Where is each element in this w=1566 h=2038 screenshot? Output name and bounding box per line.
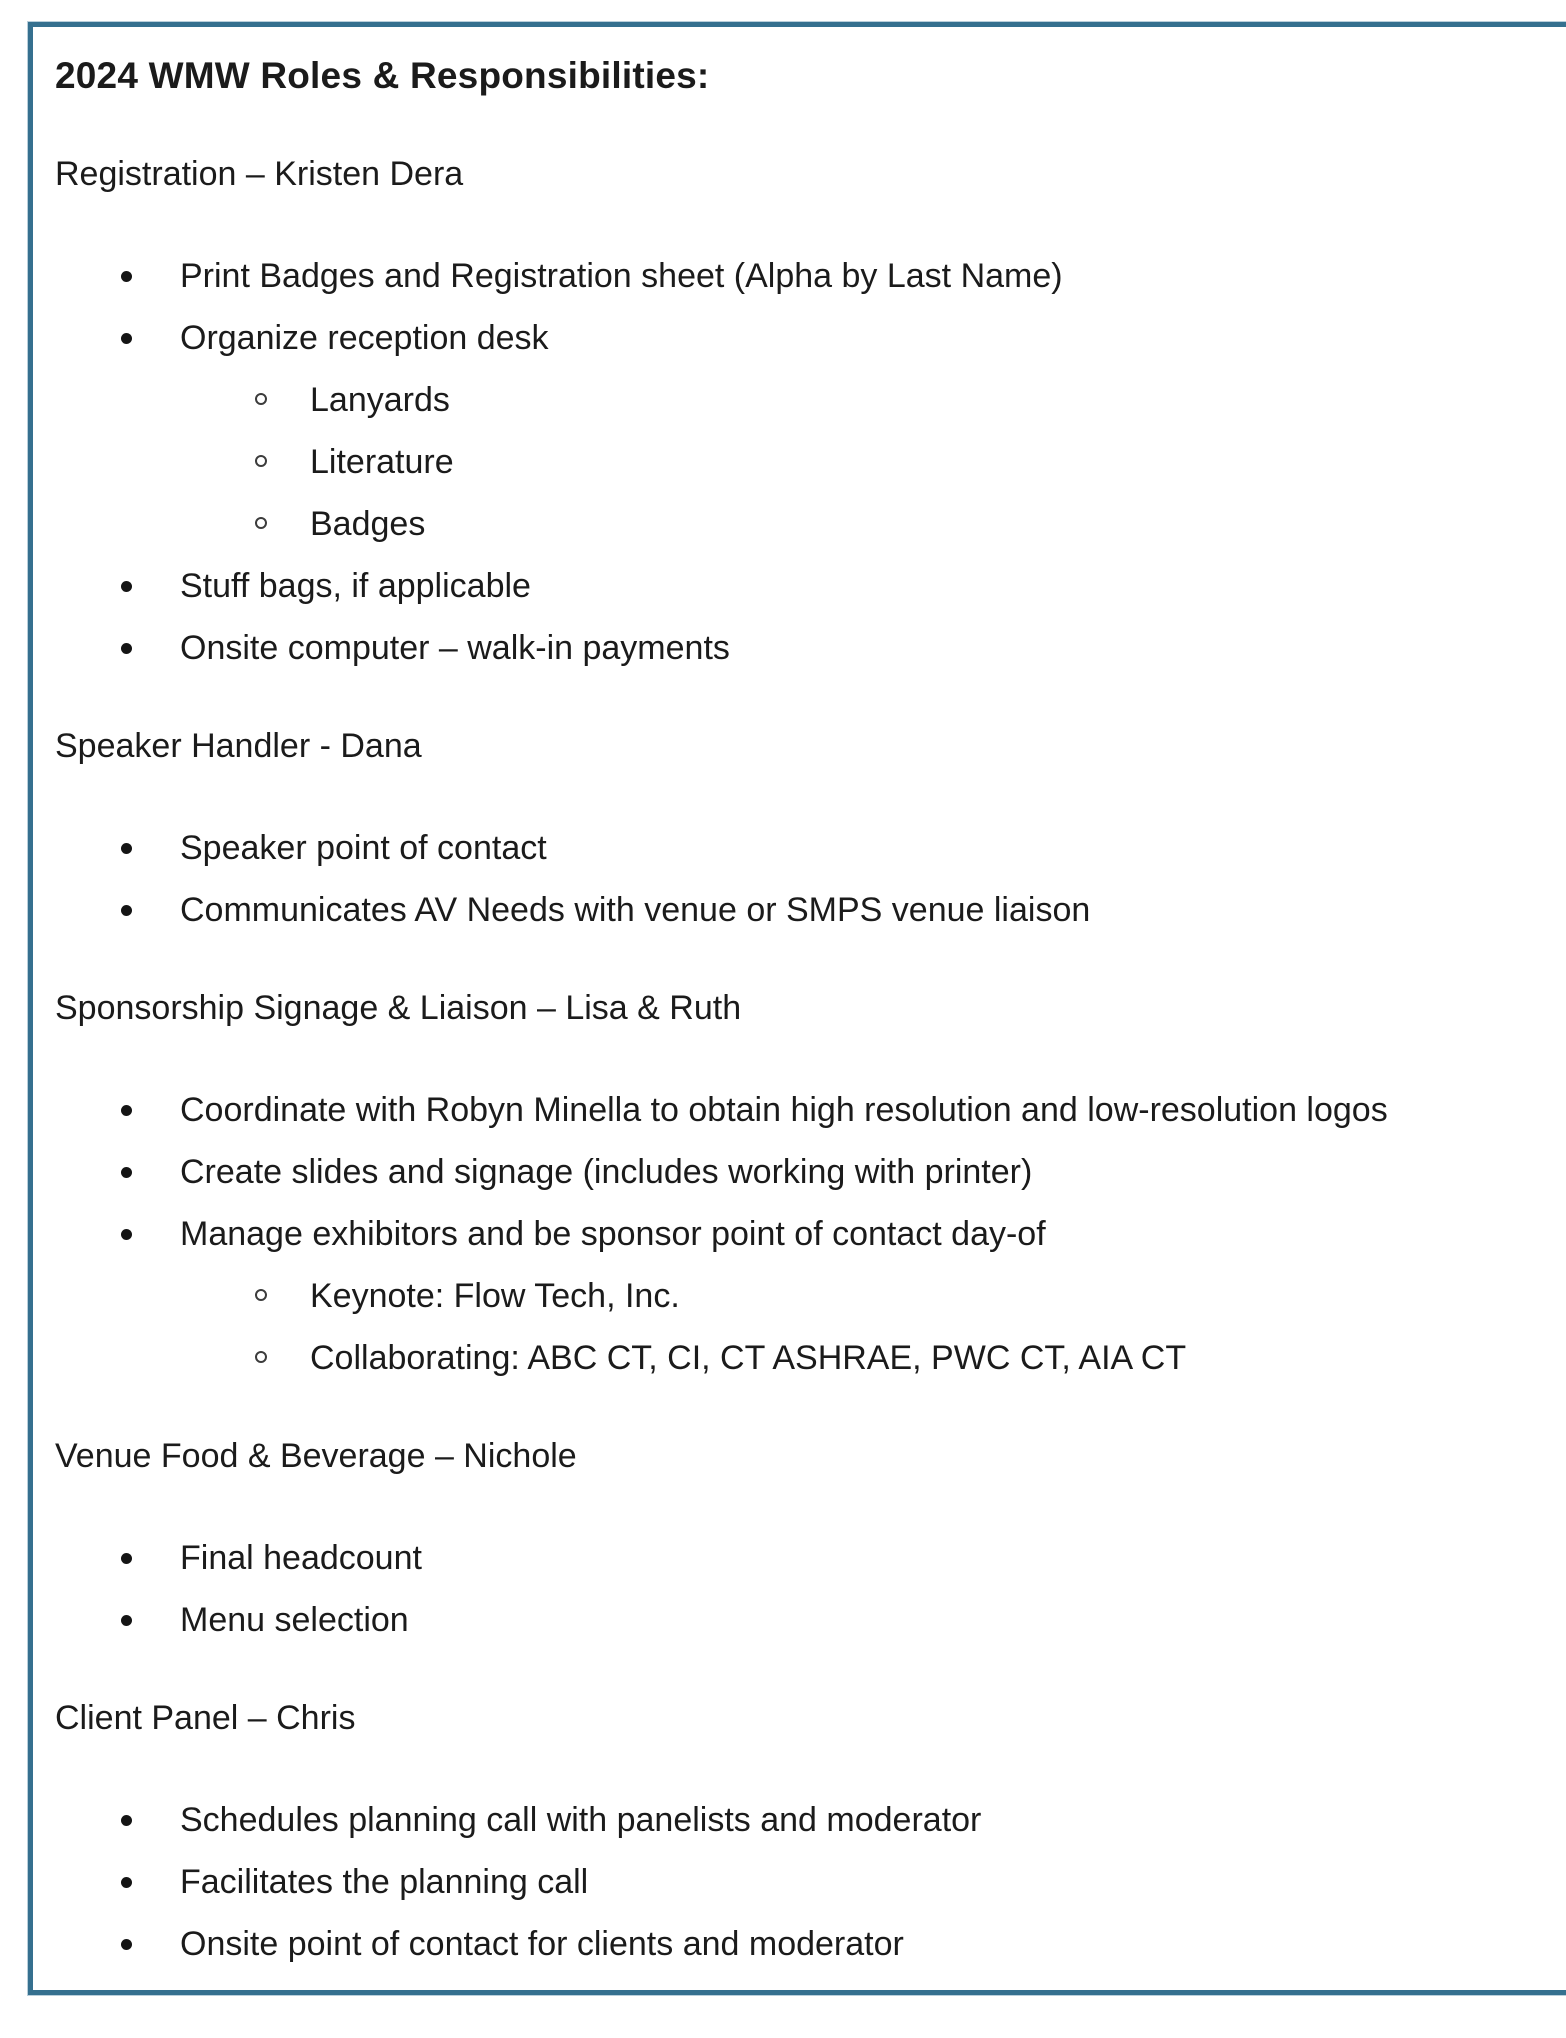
list-item	[55, 493, 1550, 555]
list-item	[55, 307, 1550, 369]
list-item	[55, 369, 1550, 431]
list-item-text: Literature	[310, 443, 454, 481]
section-list	[55, 1527, 1550, 1651]
filled-dot-bullet-icon	[121, 1229, 132, 1240]
roles-document	[28, 22, 1566, 1995]
list-item-text: Manage exhibitors and be sponsor point of contact day-of	[180, 1215, 1046, 1253]
filled-dot-bullet-icon	[121, 843, 132, 854]
hollow-circle-bullet-icon	[255, 1351, 267, 1363]
filled-dot-bullet-icon	[121, 1105, 132, 1116]
list-item-text: Print Badges and Registration sheet (Alpha by Last Name)	[180, 257, 1063, 295]
list-item-text: Coordinate with Robyn Minella to obtain high resolution and low-resolution logos	[180, 1091, 1388, 1129]
list-item-text: Create slides and signage (includes working with printer)	[180, 1153, 1033, 1191]
section-list	[55, 245, 1550, 679]
list-item-text: Collaborating: ABC CT, CI, CT ASHRAE, PWC CT, AIA CT	[310, 1339, 1187, 1377]
list-item-text: Stuff bags, if applicable	[180, 567, 531, 605]
list-item	[55, 1203, 1550, 1265]
list-item	[55, 1913, 1550, 1975]
filled-dot-bullet-icon	[121, 1877, 132, 1888]
filled-dot-bullet-icon	[121, 333, 132, 344]
document-title: 2024 WMW Roles & Responsibilities:	[55, 55, 710, 96]
list-item-text: Badges	[310, 505, 426, 543]
list-item-text: Onsite point of contact for clients and moderator	[180, 1925, 904, 1963]
section-list	[55, 817, 1550, 941]
hollow-circle-bullet-icon	[255, 455, 267, 467]
hollow-circle-bullet-icon	[255, 517, 267, 529]
section-heading: Venue Food & Beverage – Nichole	[55, 1437, 577, 1475]
section-list	[55, 1789, 1550, 1975]
hollow-circle-bullet-icon	[255, 393, 267, 405]
filled-dot-bullet-icon	[121, 1553, 132, 1564]
list-item	[55, 1327, 1550, 1389]
list-item	[55, 1527, 1550, 1589]
list-item-text: Lanyards	[310, 381, 450, 419]
filled-dot-bullet-icon	[121, 1815, 132, 1826]
list-item	[55, 555, 1550, 617]
sections-container	[55, 143, 1550, 1975]
section-heading: Speaker Handler - Dana	[55, 727, 422, 765]
list-item	[55, 817, 1550, 879]
filled-dot-bullet-icon	[121, 271, 132, 282]
list-item-text: Onsite computer – walk-in payments	[180, 629, 730, 667]
list-item-text: Final headcount	[180, 1539, 422, 1577]
list-item-text: Facilitates the planning call	[180, 1863, 589, 1901]
list-item	[55, 431, 1550, 493]
section-list	[55, 1079, 1550, 1389]
section-heading: Client Panel – Chris	[55, 1699, 356, 1737]
filled-dot-bullet-icon	[121, 1939, 132, 1950]
filled-dot-bullet-icon	[121, 643, 132, 654]
list-item-text: Schedules planning call with panelists and moderator	[180, 1801, 982, 1839]
list-item	[55, 1789, 1550, 1851]
hollow-circle-bullet-icon	[255, 1289, 267, 1301]
list-item	[55, 1589, 1550, 1651]
filled-dot-bullet-icon	[121, 1615, 132, 1626]
list-item-text: Organize reception desk	[180, 319, 549, 357]
section-heading: Sponsorship Signage & Liaison – Lisa & Ruth	[55, 989, 742, 1027]
list-item-text: Menu selection	[180, 1601, 409, 1639]
list-item	[55, 245, 1550, 307]
filled-dot-bullet-icon	[121, 581, 132, 592]
filled-dot-bullet-icon	[121, 905, 132, 916]
list-item	[55, 1851, 1550, 1913]
list-item-text: Speaker point of contact	[180, 829, 547, 867]
list-item	[55, 1079, 1550, 1141]
filled-dot-bullet-icon	[121, 1167, 132, 1178]
section-heading: Registration – Kristen Dera	[55, 155, 464, 193]
list-item-text: Keynote: Flow Tech, Inc.	[310, 1277, 680, 1315]
list-item-text: Communicates AV Needs with venue or SMPS venue liaison	[180, 891, 1091, 929]
list-item	[55, 879, 1550, 941]
list-item	[55, 1265, 1550, 1327]
list-item	[55, 617, 1550, 679]
list-item	[55, 1141, 1550, 1203]
